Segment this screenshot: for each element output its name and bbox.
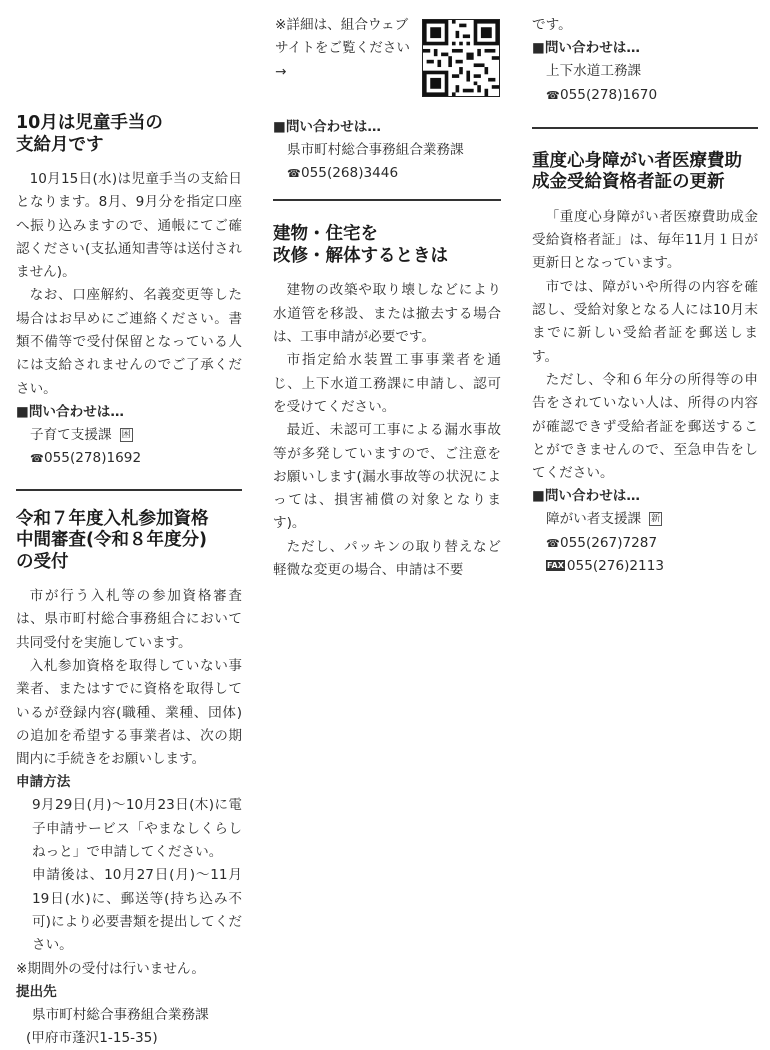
contact-tel: ☎055(268)3446 (273, 162, 501, 185)
contact-dept: 障がい者支援課 新 (546, 511, 661, 528)
floor-badge: 困 (121, 429, 131, 440)
child-allowance-heading: 10月は児童手当の 支給月です (16, 113, 163, 155)
renovation-paragraph-1: 建物の改築や取り壊しなどにより水道管を移設、または撤去する場合は、工事申請が必要です。 (273, 282, 501, 346)
column-1 (16, 0, 242, 1050)
method-item-1: 9月29日(月)～10月23日(木)に電子申請サービス「やまなしくらしねっと」で申請してください。 (32, 797, 242, 861)
renovation-paragraph-3: 最近、未認可工事による漏水事故等が多発していますので、ご注意をお願いします(漏水事故等の状況によっては、損害補償の対象となります)。 (273, 422, 501, 532)
phone-icon: ☎ (546, 536, 560, 550)
submit-dest-2: (甲府市蓬沢1-15-35) (26, 1030, 158, 1047)
renovation-paragraph-2: 市指定給水装置工事事業者を通じ、上下水道工務課に申請し、認可を受けてください。 (273, 352, 501, 415)
floor-badge: 新 (651, 514, 661, 525)
disability-paragraph-2: 市では、障がいや所得の内容を確認し、受給対象となる人には10月末までに新しい受給者証を郵送します。 (532, 278, 758, 365)
period-note: ※期間外の受付は行いません。 (16, 960, 205, 977)
contact-label: ■問い合わせは… (273, 118, 381, 135)
bid-qualification-heading: 令和７年度入札参加資格 中間審査(令和８年度分) の受付 (16, 508, 209, 572)
contact-fax: FAX 055(276)2113 (547, 558, 665, 575)
contact-tel: ☎055(278)1670 (532, 84, 758, 107)
bid-paragraph-2: 入札参加資格を取得していない事業者、またはすでに資格を取得しているが登録内容(職種、業種、団体)の追加を希望する事業者は、次の期間内に手続きをお願いします。 (16, 657, 242, 768)
method-item-2: 申請後は、10月27日(月)～11月19日(水)に、郵送等(持ち込み不可)により必要書類を提出してください。 (32, 867, 242, 954)
bid-paragraph-1: 市が行う入札等の参加資格審査は、県市町村総合事務組合において共同受付を実施しています。 (16, 588, 242, 651)
detail-note: ※詳細は、組合ウェブサイトをご覧ください→ (275, 17, 410, 80)
child-allowance-paragraph-2: なお、口座解約、名義変更等した場合はお早めにご連絡ください。書類不備等で受付保留となっている人には支給されませんのでご了承ください。 (16, 287, 242, 397)
renovation-paragraph-4: ただし、パッキンの取り替えなど軽微な変更の場合、申請は不要 (273, 538, 501, 579)
phone-icon: ☎ (30, 452, 44, 466)
disability-paragraph-1: 「重度心身障がい者医療費助成金受給資格者証」は、毎年11月１日が更新日となっています。 (532, 208, 758, 272)
method-label: 申請方法 (16, 774, 71, 791)
contact-dept: 上下水道工務課 (546, 63, 642, 80)
building-renovation-heading: 建物・住宅を 改修・解体するときは (273, 224, 448, 266)
column-3 (532, 0, 758, 578)
submit-label: 提出先 (16, 983, 57, 1000)
contact-label: ■問い合わせは… (532, 488, 640, 505)
disability-paragraph-3: ただし、令和６年分の所得等の申告をされていない人は、所得の内容が確認できず受給者証を郵送することができませんので、至急申告をしてください。 (532, 371, 758, 482)
disability-medical-heading: 重度心身障がい者医療費助 成金受給資格者証の更新 (532, 150, 742, 193)
phone-icon: ☎ (287, 167, 301, 181)
contact-label: ■問い合わせは… (532, 40, 640, 57)
column-2 (273, 0, 501, 582)
contact-tel: ☎055(278)1692 (16, 447, 242, 470)
contact-dept: 県市町村総合事務組合業務課 (287, 141, 464, 158)
submit-dest-1: 県市町村総合事務組合業務課 (32, 1006, 209, 1023)
phone-icon: ☎ (546, 88, 560, 102)
fax-icon: FAX (547, 561, 564, 571)
contact-label: ■問い合わせは… (16, 403, 124, 420)
child-allowance-paragraph-1: 10月15日(水)は児童手当の支給日となります。8月、9月分を指定口座へ振り込みますので、通帳にてご確認ください(支払通知書等は送付されません)。 (16, 171, 242, 281)
contact-dept: 子育て支援課 困 (30, 426, 131, 443)
contact-tel: ☎055(267)7287 (532, 532, 758, 555)
continued-text: です。 (532, 17, 572, 33)
qr-code-icon[interactable] (422, 19, 500, 97)
